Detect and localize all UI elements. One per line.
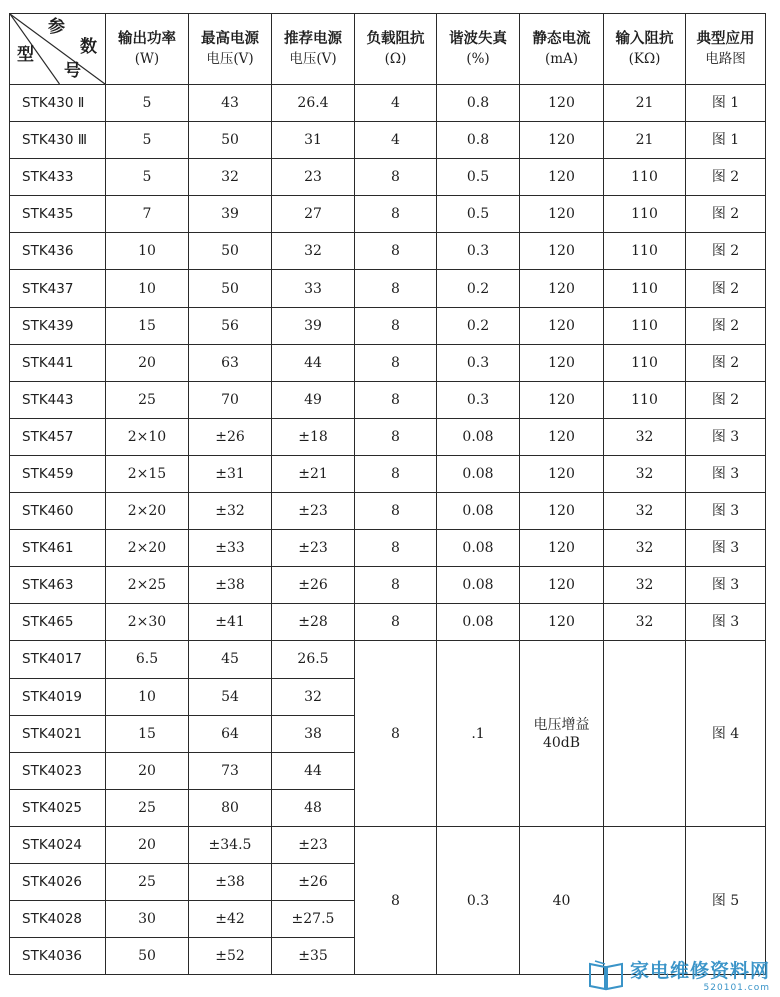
table-cell: ±21 bbox=[272, 455, 355, 492]
model-cell: STK4036 bbox=[10, 938, 106, 975]
table-cell: 8 bbox=[355, 567, 437, 604]
table-cell: 110 bbox=[604, 344, 686, 381]
table-row bbox=[10, 344, 766, 381]
group1-thd-cell: .1 bbox=[437, 641, 520, 826]
model-cell: STK433 bbox=[10, 159, 106, 196]
table-cell: ±23 bbox=[272, 826, 355, 863]
table-cell: 10 bbox=[106, 678, 189, 715]
group2-circuit-cell: 图 5 bbox=[686, 826, 766, 974]
table-cell: 120 bbox=[520, 196, 604, 233]
table-cell: 2×20 bbox=[106, 530, 189, 567]
table-row bbox=[10, 122, 766, 159]
model-cell: STK465 bbox=[10, 604, 106, 641]
table-cell: ±26 bbox=[189, 418, 272, 455]
table-cell: 39 bbox=[189, 196, 272, 233]
table-cell: 8 bbox=[355, 530, 437, 567]
table-row bbox=[10, 307, 766, 344]
model-cell: STK4023 bbox=[10, 752, 106, 789]
gain-value: 40dB bbox=[542, 734, 581, 751]
model-cell: STK460 bbox=[10, 493, 106, 530]
table-cell: 33 bbox=[272, 270, 355, 307]
table-cell: 图 3 bbox=[686, 604, 766, 641]
table-cell: 图 2 bbox=[686, 344, 766, 381]
table-cell: 0.5 bbox=[437, 159, 520, 196]
table-cell: 4 bbox=[355, 85, 437, 122]
group2-load-cell: 8 bbox=[355, 826, 437, 974]
table-cell: 10 bbox=[106, 233, 189, 270]
table-cell: 图 3 bbox=[686, 567, 766, 604]
table-cell: 0.08 bbox=[437, 455, 520, 492]
table-cell: 50 bbox=[189, 233, 272, 270]
header-output-power: 输出功率 (W) bbox=[106, 14, 189, 85]
table-cell: 32 bbox=[604, 493, 686, 530]
table-cell: 120 bbox=[520, 493, 604, 530]
watermark-text: 家电维修资料网 bbox=[629, 960, 770, 982]
model-cell: STK435 bbox=[10, 196, 106, 233]
table-cell: 80 bbox=[189, 789, 272, 826]
table-cell: 2×25 bbox=[106, 567, 189, 604]
model-cell: STK4026 bbox=[10, 863, 106, 900]
table-cell: 8 bbox=[355, 307, 437, 344]
table-cell: 39 bbox=[272, 307, 355, 344]
table-row bbox=[10, 530, 766, 567]
watermark bbox=[587, 956, 770, 993]
table-cell: ±23 bbox=[272, 530, 355, 567]
table-cell: 30 bbox=[106, 901, 189, 938]
header-harmonic-distortion: 谐波失真 (%) bbox=[437, 14, 520, 85]
table-cell: 120 bbox=[520, 159, 604, 196]
table-cell: 44 bbox=[272, 344, 355, 381]
model-cell: STK461 bbox=[10, 530, 106, 567]
table-cell: 图 1 bbox=[686, 85, 766, 122]
table-cell: 8 bbox=[355, 604, 437, 641]
table-row bbox=[10, 493, 766, 530]
table-cell: 15 bbox=[106, 715, 189, 752]
group1-load-cell: 8 bbox=[355, 641, 437, 826]
table-cell: 31 bbox=[272, 122, 355, 159]
table-row bbox=[10, 85, 766, 122]
book-logo-icon bbox=[587, 958, 625, 992]
table-cell: 110 bbox=[604, 270, 686, 307]
table-cell: 4 bbox=[355, 122, 437, 159]
model-cell: STK443 bbox=[10, 381, 106, 418]
group2-current-cell: 40 bbox=[520, 826, 604, 974]
table-cell: ±27.5 bbox=[272, 901, 355, 938]
table-cell: 110 bbox=[604, 233, 686, 270]
table-cell: ±42 bbox=[189, 901, 272, 938]
table-cell: 49 bbox=[272, 381, 355, 418]
table-cell: 0.8 bbox=[437, 85, 520, 122]
table-cell: 0.3 bbox=[437, 344, 520, 381]
table-cell: 0.2 bbox=[437, 270, 520, 307]
model-cell: STK463 bbox=[10, 567, 106, 604]
header-load-impedance: 负载阻抗 (Ω) bbox=[355, 14, 437, 85]
table-cell: 8 bbox=[355, 196, 437, 233]
table-cell: 120 bbox=[520, 381, 604, 418]
table-cell: 32 bbox=[189, 159, 272, 196]
table-cell: 120 bbox=[520, 122, 604, 159]
table-cell: 73 bbox=[189, 752, 272, 789]
table-cell: 38 bbox=[272, 715, 355, 752]
table-cell: 0.08 bbox=[437, 530, 520, 567]
table-cell: 8 bbox=[355, 270, 437, 307]
table-cell: 图 2 bbox=[686, 270, 766, 307]
table-cell: 8 bbox=[355, 493, 437, 530]
model-cell: STK4017 bbox=[10, 641, 106, 678]
model-cell: STK437 bbox=[10, 270, 106, 307]
table-cell: 8 bbox=[355, 455, 437, 492]
table-cell: 0.3 bbox=[437, 233, 520, 270]
table-cell: 21 bbox=[604, 122, 686, 159]
model-cell: STK430 Ⅱ bbox=[10, 85, 106, 122]
table-cell: 图 3 bbox=[686, 418, 766, 455]
table-row bbox=[10, 196, 766, 233]
table-cell: 120 bbox=[520, 604, 604, 641]
table-cell: 120 bbox=[520, 530, 604, 567]
table-row bbox=[10, 381, 766, 418]
table-row bbox=[10, 567, 766, 604]
table-cell: 27 bbox=[272, 196, 355, 233]
group2-input-impedance-cell bbox=[604, 826, 686, 974]
table-cell: 44 bbox=[272, 752, 355, 789]
table-cell: 20 bbox=[106, 752, 189, 789]
table-cell: 50 bbox=[189, 122, 272, 159]
table-cell: ±32 bbox=[189, 493, 272, 530]
table-cell: 0.8 bbox=[437, 122, 520, 159]
table-cell: ±28 bbox=[272, 604, 355, 641]
table-cell: 0.08 bbox=[437, 418, 520, 455]
table-cell: 25 bbox=[106, 863, 189, 900]
model-cell: STK4024 bbox=[10, 826, 106, 863]
table-cell: ±26 bbox=[272, 567, 355, 604]
table-cell: 8 bbox=[355, 344, 437, 381]
table-row bbox=[10, 418, 766, 455]
table-cell: 5 bbox=[106, 159, 189, 196]
table-cell: 5 bbox=[106, 85, 189, 122]
model-cell: STK441 bbox=[10, 344, 106, 381]
model-cell: STK430 Ⅲ bbox=[10, 122, 106, 159]
table-cell: 120 bbox=[520, 344, 604, 381]
corner-label-right: 数 bbox=[80, 37, 97, 57]
table-cell: 64 bbox=[189, 715, 272, 752]
table-cell: 20 bbox=[106, 344, 189, 381]
header-typical-circuit: 典型应用 电路图 bbox=[686, 14, 766, 85]
table-row bbox=[10, 641, 766, 678]
table-cell: 120 bbox=[520, 270, 604, 307]
table-cell: 32 bbox=[604, 418, 686, 455]
table-cell: 25 bbox=[106, 381, 189, 418]
model-cell: STK459 bbox=[10, 455, 106, 492]
table-cell: ±26 bbox=[272, 863, 355, 900]
table-cell: 10 bbox=[106, 270, 189, 307]
model-cell: STK436 bbox=[10, 233, 106, 270]
table-row bbox=[10, 159, 766, 196]
table-cell: 6.5 bbox=[106, 641, 189, 678]
table-cell: ±35 bbox=[272, 938, 355, 975]
table-cell: 2×15 bbox=[106, 455, 189, 492]
table-cell: 图 2 bbox=[686, 381, 766, 418]
corner-header-cell bbox=[10, 14, 106, 85]
table-cell: ±18 bbox=[272, 418, 355, 455]
table-cell: ±33 bbox=[189, 530, 272, 567]
table-cell: 图 1 bbox=[686, 122, 766, 159]
table-cell: ±34.5 bbox=[189, 826, 272, 863]
header-row bbox=[10, 14, 766, 85]
corner-label-left: 型 bbox=[17, 45, 34, 65]
header-recommended-supply: 推荐电源 电压(V) bbox=[272, 14, 355, 85]
table-cell: ±38 bbox=[189, 567, 272, 604]
table-cell: 120 bbox=[520, 85, 604, 122]
table-cell: 8 bbox=[355, 159, 437, 196]
table-cell: 50 bbox=[189, 270, 272, 307]
table-cell: 20 bbox=[106, 826, 189, 863]
table-cell: 110 bbox=[604, 381, 686, 418]
table-cell: 图 3 bbox=[686, 455, 766, 492]
model-cell: STK4025 bbox=[10, 789, 106, 826]
header-input-impedance: 输入阻抗 (KΩ) bbox=[604, 14, 686, 85]
table-cell: 图 2 bbox=[686, 233, 766, 270]
table-row bbox=[10, 233, 766, 270]
table-row bbox=[10, 826, 766, 863]
table-cell: 0.08 bbox=[437, 604, 520, 641]
spec-table bbox=[9, 13, 766, 975]
table-cell: 26.4 bbox=[272, 85, 355, 122]
table-cell: 图 3 bbox=[686, 530, 766, 567]
table-cell: 0.08 bbox=[437, 567, 520, 604]
table-cell: 图 2 bbox=[686, 196, 766, 233]
table-cell: 15 bbox=[106, 307, 189, 344]
table-cell: 120 bbox=[520, 418, 604, 455]
table-cell: ±23 bbox=[272, 493, 355, 530]
table-cell: 45 bbox=[189, 641, 272, 678]
table-cell: 23 bbox=[272, 159, 355, 196]
table-cell: 110 bbox=[604, 159, 686, 196]
table-cell: 120 bbox=[520, 233, 604, 270]
table-cell: 54 bbox=[189, 678, 272, 715]
table-cell: 32 bbox=[604, 567, 686, 604]
table-cell: 43 bbox=[189, 85, 272, 122]
table-cell: 120 bbox=[520, 567, 604, 604]
table-cell: 5 bbox=[106, 122, 189, 159]
table-cell: 120 bbox=[520, 307, 604, 344]
corner-label-top: 参 bbox=[48, 17, 65, 37]
table-cell: 32 bbox=[604, 530, 686, 567]
table-row bbox=[10, 270, 766, 307]
table-cell: 63 bbox=[189, 344, 272, 381]
header-quiescent-current: 静态电流 (mA) bbox=[520, 14, 604, 85]
table-cell: ±52 bbox=[189, 938, 272, 975]
group1-input-impedance-cell bbox=[604, 641, 686, 826]
table-cell: ±31 bbox=[189, 455, 272, 492]
table-cell: 56 bbox=[189, 307, 272, 344]
table-cell: 21 bbox=[604, 85, 686, 122]
group1-gain-cell bbox=[520, 641, 604, 826]
table-cell: 70 bbox=[189, 381, 272, 418]
table-cell: 50 bbox=[106, 938, 189, 975]
table-cell: 32 bbox=[604, 455, 686, 492]
table-cell: 0.08 bbox=[437, 493, 520, 530]
model-cell: STK4019 bbox=[10, 678, 106, 715]
model-cell: STK4028 bbox=[10, 901, 106, 938]
corner-label-bottom: 号 bbox=[64, 61, 81, 81]
table-cell: 图 3 bbox=[686, 493, 766, 530]
model-cell: STK457 bbox=[10, 418, 106, 455]
table-cell: 0.2 bbox=[437, 307, 520, 344]
watermark-url: 520101.com bbox=[703, 983, 770, 993]
table-cell: 8 bbox=[355, 233, 437, 270]
table-cell: 图 2 bbox=[686, 159, 766, 196]
table-cell: 48 bbox=[272, 789, 355, 826]
table-cell: 26.5 bbox=[272, 641, 355, 678]
table-cell: 32 bbox=[272, 678, 355, 715]
table-row bbox=[10, 455, 766, 492]
table-cell: 32 bbox=[272, 233, 355, 270]
table-cell: 8 bbox=[355, 418, 437, 455]
table-cell: ±38 bbox=[189, 863, 272, 900]
model-cell: STK439 bbox=[10, 307, 106, 344]
table-cell: 2×10 bbox=[106, 418, 189, 455]
table-cell: 2×20 bbox=[106, 493, 189, 530]
table-cell: 2×30 bbox=[106, 604, 189, 641]
table-row bbox=[10, 604, 766, 641]
table-cell: 110 bbox=[604, 196, 686, 233]
table-cell: 25 bbox=[106, 789, 189, 826]
gain-label: 电压增益 bbox=[533, 716, 590, 733]
table-cell: 120 bbox=[520, 455, 604, 492]
model-cell: STK4021 bbox=[10, 715, 106, 752]
table-cell: 图 2 bbox=[686, 307, 766, 344]
table-cell: ±41 bbox=[189, 604, 272, 641]
group1-circuit-cell: 图 4 bbox=[686, 641, 766, 826]
table-cell: 32 bbox=[604, 604, 686, 641]
header-max-supply: 最高电源 电压(V) bbox=[189, 14, 272, 85]
table-cell: 110 bbox=[604, 307, 686, 344]
table-cell: 7 bbox=[106, 196, 189, 233]
table-cell: 0.5 bbox=[437, 196, 520, 233]
group2-thd-cell: 0.3 bbox=[437, 826, 520, 974]
table-cell: 8 bbox=[355, 381, 437, 418]
table-cell: 0.3 bbox=[437, 381, 520, 418]
